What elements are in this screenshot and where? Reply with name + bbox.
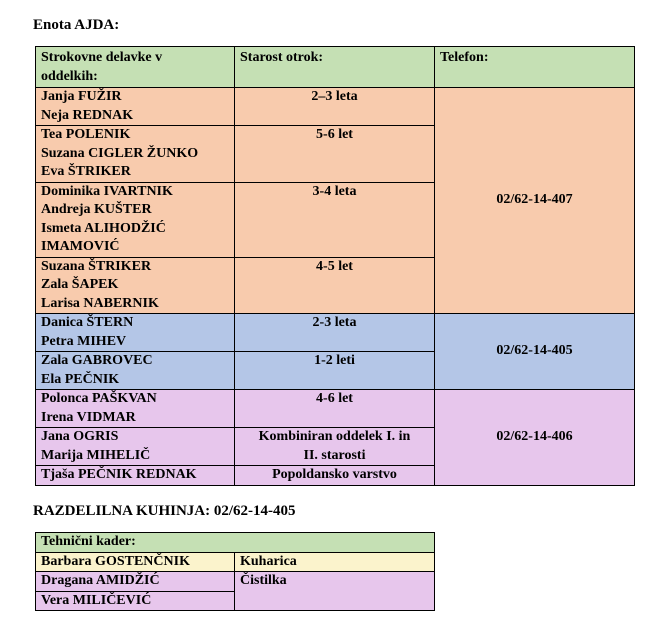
staff-row xyxy=(36,88,635,126)
staff-name: Tjaša PEČNIK REDNAK xyxy=(41,467,197,482)
staff-name: Tea POLENIK xyxy=(41,127,131,142)
staff-names-cell xyxy=(36,126,235,183)
kitchen-header: Tehnični kader: xyxy=(36,533,435,553)
staff-names-cell xyxy=(36,88,235,126)
staff-table-header-row xyxy=(36,47,635,88)
age-cell xyxy=(235,352,435,390)
header-phone: Telefon: xyxy=(435,47,635,88)
staff-name: Zala GABROVEC xyxy=(41,353,153,368)
staff-name: Dominika IVARTNIK xyxy=(41,183,173,199)
staff-name: IMAMOVIĆ xyxy=(41,239,120,254)
staff-row xyxy=(36,314,635,352)
kitchen-role: Čistilka xyxy=(235,572,435,611)
staff-name: Suzana ŠTRIKER xyxy=(41,258,152,274)
staff-names-cell xyxy=(36,428,235,466)
staff-name: Zala ŠAPEK xyxy=(41,277,119,292)
staff-name: Petra MIHEV xyxy=(41,333,127,349)
staff-names-cell xyxy=(36,466,235,486)
staff-table xyxy=(35,46,635,486)
phone-cell: 02/62-14-405 xyxy=(435,314,635,390)
kitchen-heading: RAZDELILNA KUHINJA: 02/62-14-405 xyxy=(33,503,296,519)
staff-name: Suzana CIGLER ŽUNKO xyxy=(41,145,199,161)
age-cell xyxy=(235,257,435,314)
staff-name: Neja REDNAK xyxy=(41,107,134,123)
age-text: Kombiniran oddelek I. in xyxy=(258,429,411,444)
age-text: 2–3 leta xyxy=(311,89,358,104)
age-cell xyxy=(235,88,435,126)
age-text: 2-3 leta xyxy=(312,315,357,330)
age-cell xyxy=(235,428,435,466)
staff-name: Andreja KUŠTER xyxy=(41,202,152,217)
staff-names-cell xyxy=(36,182,235,257)
staff-names-cell xyxy=(36,352,235,390)
staff-name: Eva ŠTRIKER xyxy=(41,164,131,179)
staff-name: Irena VIDMAR xyxy=(41,409,136,425)
age-text: 4-5 let xyxy=(316,258,353,274)
kitchen-table xyxy=(35,532,435,611)
age-text: 3-4 leta xyxy=(312,183,357,199)
age-text: 4-6 let xyxy=(316,391,353,406)
staff-names-cell xyxy=(36,390,235,428)
age-cell xyxy=(235,390,435,428)
staff-names-cell xyxy=(36,314,235,352)
kitchen-name: Barbara GOSTENČNIK xyxy=(36,552,235,572)
header-staff: Strokovne delavke v oddelkih: xyxy=(36,47,235,88)
age-text: Popoldansko varstvo xyxy=(272,467,397,482)
kitchen-name: Vera MILIČEVIĆ xyxy=(36,591,235,611)
age-text: 1-2 leti xyxy=(314,353,355,368)
staff-name: Ela PEČNIK xyxy=(41,371,120,387)
age-cell xyxy=(235,126,435,183)
kitchen-role: Kuharica xyxy=(235,552,435,572)
age-text: II. starosti xyxy=(303,447,366,463)
age-cell xyxy=(235,182,435,257)
staff-row xyxy=(36,390,635,428)
age-cell xyxy=(235,466,435,486)
staff-name: Janja FUŽIR xyxy=(41,89,122,104)
unit-heading: Enota AJDA: xyxy=(33,17,120,33)
staff-name: Ismeta ALIHODŽIĆ xyxy=(41,220,166,236)
staff-name: Larisa NABERNIK xyxy=(41,295,159,311)
staff-name: Marija MIHELIČ xyxy=(41,447,151,463)
header-age: Starost otrok: xyxy=(235,47,435,88)
age-cell xyxy=(235,314,435,352)
staff-name: Danica ŠTERN xyxy=(41,315,134,330)
staff-name: Polonca PAŠKVAN xyxy=(41,391,157,406)
staff-names-cell xyxy=(36,257,235,314)
phone-cell: 02/62-14-407 xyxy=(435,88,635,314)
age-text: 5-6 let xyxy=(316,127,353,142)
kitchen-name: Dragana AMIDŽIĆ xyxy=(36,572,235,592)
staff-name: Jana OGRIS xyxy=(41,429,119,444)
phone-cell: 02/62-14-406 xyxy=(435,390,635,486)
